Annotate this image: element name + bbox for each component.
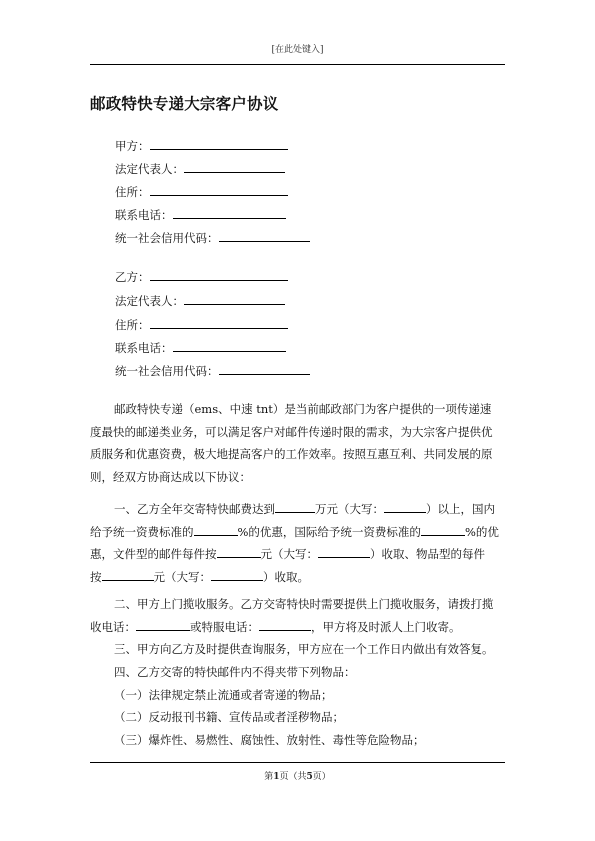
footer-mid: 页（共: [279, 772, 307, 782]
party-a-code-field: [115, 229, 310, 245]
intro-line-3: 质服务和优惠资费，极大地提高客户的工作效率。按照互惠互利、共同发展的原: [90, 447, 493, 461]
party-b-address-label: 住所：: [115, 318, 150, 332]
party-b-rep-label: 法定代表人：: [115, 294, 184, 308]
document-title: 邮政特快专递大宗客户协议: [90, 94, 279, 113]
clause-2-text-b: 收电话：: [90, 619, 136, 634]
document-price-blank[interactable]: [217, 545, 261, 558]
clause-4: [90, 661, 506, 751]
clause-1-text-d: 给予统一资费标准的: [90, 524, 194, 539]
clause-1: [90, 498, 506, 588]
intro-line-2: 度最快的邮递类业务，可以满足客户对邮件传递时限的需求，为大宗客户提供优: [90, 424, 493, 439]
annual-amount-words-blank[interactable]: [384, 500, 426, 513]
footer-total-pages: 5: [306, 772, 313, 782]
clause-1-text-l: ）收取。: [263, 569, 309, 584]
item-price-blank[interactable]: [102, 568, 154, 581]
party-b-code-field: [115, 362, 310, 378]
party-a-rep-field: [115, 160, 285, 176]
page-footer: [0, 769, 595, 782]
clause-3: [90, 638, 506, 661]
party-b-code-blank[interactable]: [219, 362, 310, 375]
clause-2: [90, 593, 506, 638]
annual-amount-blank[interactable]: [275, 500, 315, 513]
intro-line-4: 则，经双方协商达成以下协议：: [90, 469, 251, 484]
clause-1-text-a: 一、乙方全年交寄特快邮费达到: [114, 502, 275, 516]
party-b-name-label: 乙方：: [115, 270, 150, 284]
party-b-phone-blank[interactable]: [173, 339, 286, 352]
party-a-address-label: 住所：: [115, 185, 150, 199]
clause-4-item-1: （一）法律规定禁止流通或者寄递的物品；: [114, 687, 333, 702]
clause-1-line-3: [90, 543, 506, 566]
clause-2-line-1: 二、甲方上门揽收服务。乙方交寄特快时需要提供上门揽收服务，请拨打揽: [114, 597, 494, 611]
footer-suffix: 页）: [312, 772, 331, 782]
clause-1-text-j: 按: [90, 569, 102, 584]
party-b-address-blank[interactable]: [150, 316, 288, 329]
party-a-phone-label: 联系电话：: [115, 208, 173, 222]
footer-page-number: 1: [273, 772, 280, 782]
header-divider: [90, 64, 505, 65]
party-a-address-field: [115, 183, 288, 199]
intro-paragraph: [90, 398, 506, 488]
party-a-code-label: 统一社会信用代码：: [115, 231, 219, 245]
party-a-address-blank[interactable]: [150, 183, 288, 196]
page-header: [在此处键入]: [271, 45, 324, 55]
clause-2-text-d: ，甲方将及时派人上门收寄。: [311, 619, 461, 634]
clause-4-item-3: （三）爆炸性、易燃性、腐蚀性、放射性、毒性等危险物品；: [114, 732, 425, 747]
party-a-name-label: 甲方：: [115, 139, 150, 153]
clause-1-line-4: [90, 566, 506, 589]
party-a-rep-blank[interactable]: [184, 160, 285, 173]
clause-1-text-c: ）以上，国内: [426, 502, 495, 516]
intro-line-1: 邮政特快专递（ems、中速 tnt）是当前邮政部门为客户提供的一项传递速: [114, 402, 492, 416]
clause-1-line-1: [90, 498, 506, 521]
pickup-phone-blank[interactable]: [136, 618, 190, 631]
clause-1-text-g: 惠，文件型的邮件每件按: [90, 547, 217, 561]
international-discount-blank[interactable]: [421, 523, 465, 536]
party-b-phone-label: 联系电话：: [115, 341, 173, 355]
clause-1-text-h: 元（大写：: [260, 547, 318, 561]
party-a-name-blank[interactable]: [150, 137, 288, 150]
domestic-discount-blank[interactable]: [194, 523, 238, 536]
clause-2-text-c: 或特服电话：: [190, 619, 259, 634]
clause-4-heading: 四、乙方交寄的特快邮件内不得夹带下列物品：: [114, 665, 356, 679]
party-b-phone-field: [115, 339, 286, 355]
item-price-words-blank[interactable]: [211, 568, 263, 581]
footer-divider: [90, 762, 505, 763]
party-a-phone-blank[interactable]: [173, 206, 286, 219]
party-a-rep-label: 法定代表人：: [115, 162, 184, 176]
clause-1-text-e: %的优惠，国际给予统一资费标准的: [237, 524, 421, 539]
party-b-address-field: [115, 316, 288, 332]
party-b-rep-field: [115, 292, 285, 308]
footer-prefix: 第: [264, 772, 274, 782]
party-b-name-blank[interactable]: [150, 268, 288, 281]
service-phone-blank[interactable]: [259, 618, 311, 631]
clause-2-line-2: [90, 616, 506, 639]
party-a-code-blank[interactable]: [219, 229, 310, 242]
clause-1-line-2: [90, 521, 506, 544]
clause-1-text-i: ）收取、物品型的每件: [370, 547, 485, 561]
party-b-code-label: 统一社会信用代码：: [115, 364, 219, 378]
clause-1-text-k: 元（大写：: [153, 569, 211, 584]
clause-3-line-1: 三、甲方向乙方及时提供查询服务，甲方应在一个工作日内做出有效答复。: [114, 642, 494, 656]
party-b-name-field: [115, 268, 288, 284]
document-price-words-blank[interactable]: [318, 545, 370, 558]
party-a-phone-field: [115, 206, 286, 222]
clause-4-item-2: （二）反动报刊书籍、宣传品或者淫秽物品；: [114, 710, 344, 724]
clause-1-text-f: %的优: [464, 524, 499, 539]
party-a-name-field: [115, 137, 288, 153]
clause-1-text-b: 万元（大写：: [315, 502, 384, 516]
party-b-rep-blank[interactable]: [184, 292, 285, 305]
